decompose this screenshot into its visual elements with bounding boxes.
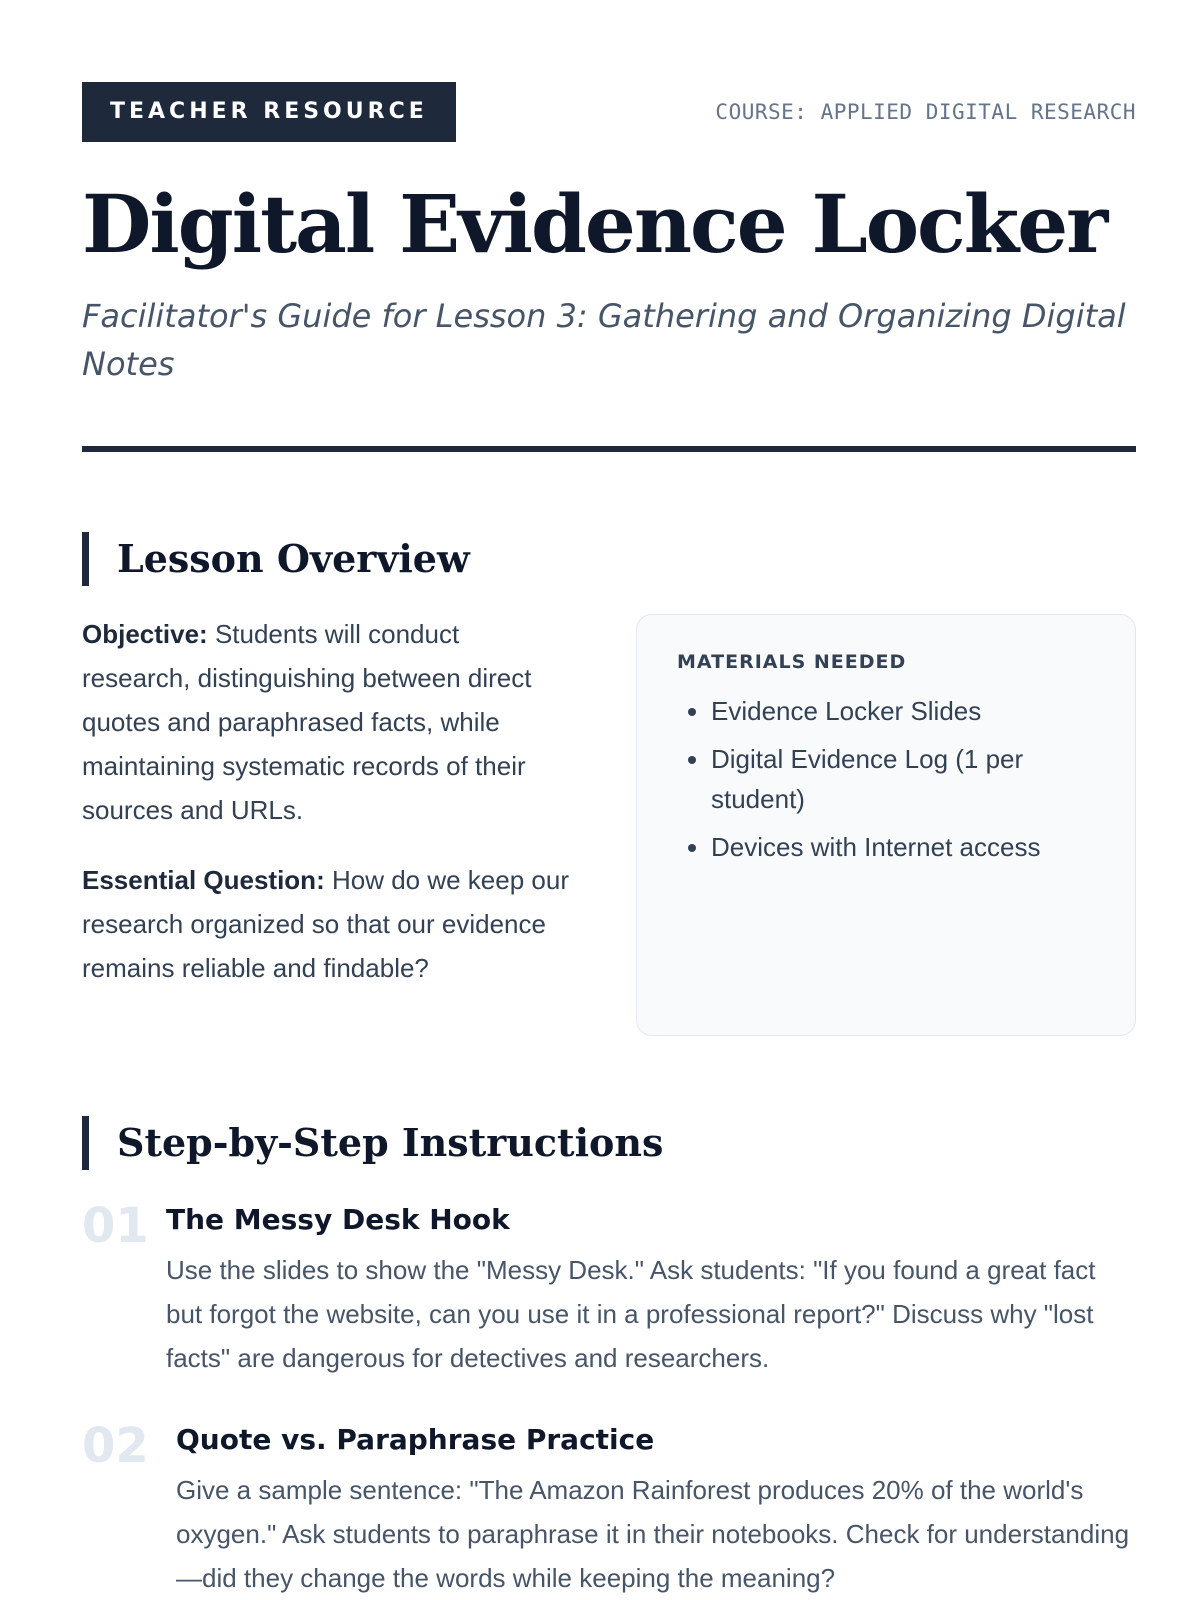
objective-text: Students will conduct research, distinguishing between direct quotes and paraphrased facts, while maintaining systematic records of their sources and URLs.	[82, 619, 532, 825]
materials-title: MATERIALS NEEDED	[677, 651, 907, 673]
step-title: Quote vs. Paraphrase Practice	[176, 1423, 655, 1456]
resource-badge: TEACHER RESOURCE	[82, 82, 456, 142]
lesson-overview	[82, 612, 1136, 1036]
step-title: The Messy Desk Hook	[166, 1203, 510, 1236]
step-number: 01	[82, 1198, 149, 1254]
header-divider	[82, 446, 1136, 452]
essential-question-text: How do we keep our research organized so that our evidence remains reliable and findable?	[82, 865, 569, 983]
materials-list	[677, 691, 1095, 867]
step-item	[82, 1420, 1136, 1600]
page-subtitle: Facilitator's Guide for Lesson 3: Gathering and Organizing Digital Notes	[82, 297, 1126, 383]
objective-label: Objective:	[82, 619, 208, 649]
course-label: COURSE: APPLIED DIGITAL RESEARCH	[715, 100, 1136, 124]
objective-paragraph	[82, 612, 572, 832]
header-row	[82, 82, 1136, 142]
step-number: 02	[82, 1418, 149, 1474]
step-description: Give a sample sentence: "The Amazon Rainforest produces 20% of the world's oxygen." Ask students to paraphrase it in their notebooks. Check for understanding—did they change the words while keeping the meaning?	[176, 1475, 1130, 1593]
materials-card	[636, 614, 1136, 1036]
essential-question-label: Essential Question:	[82, 865, 325, 895]
step-body	[166, 1200, 1136, 1380]
section-heading-overview: Lesson Overview	[82, 532, 1136, 586]
page-title: Digital Evidence Locker	[82, 177, 1107, 271]
document-page	[82, 82, 1136, 1600]
materials-item: • Devices with Internet access	[711, 827, 1095, 867]
essential-question-paragraph	[82, 858, 572, 990]
materials-item: • Digital Evidence Log (1 per student)	[711, 739, 1095, 819]
section-heading-steps: Step-by-Step Instructions	[82, 1116, 1136, 1170]
overview-text	[82, 612, 572, 1036]
step-body	[176, 1420, 1136, 1600]
materials-item: • Evidence Locker Slides	[711, 691, 1095, 731]
step-description: Use the slides to show the "Messy Desk." Ask students: "If you found a great fact but forgot the website, can you use it in a professional report?" Discuss why "lost facts" are dangerous for detectives and researchers.	[166, 1255, 1096, 1373]
step-item	[82, 1200, 1136, 1380]
